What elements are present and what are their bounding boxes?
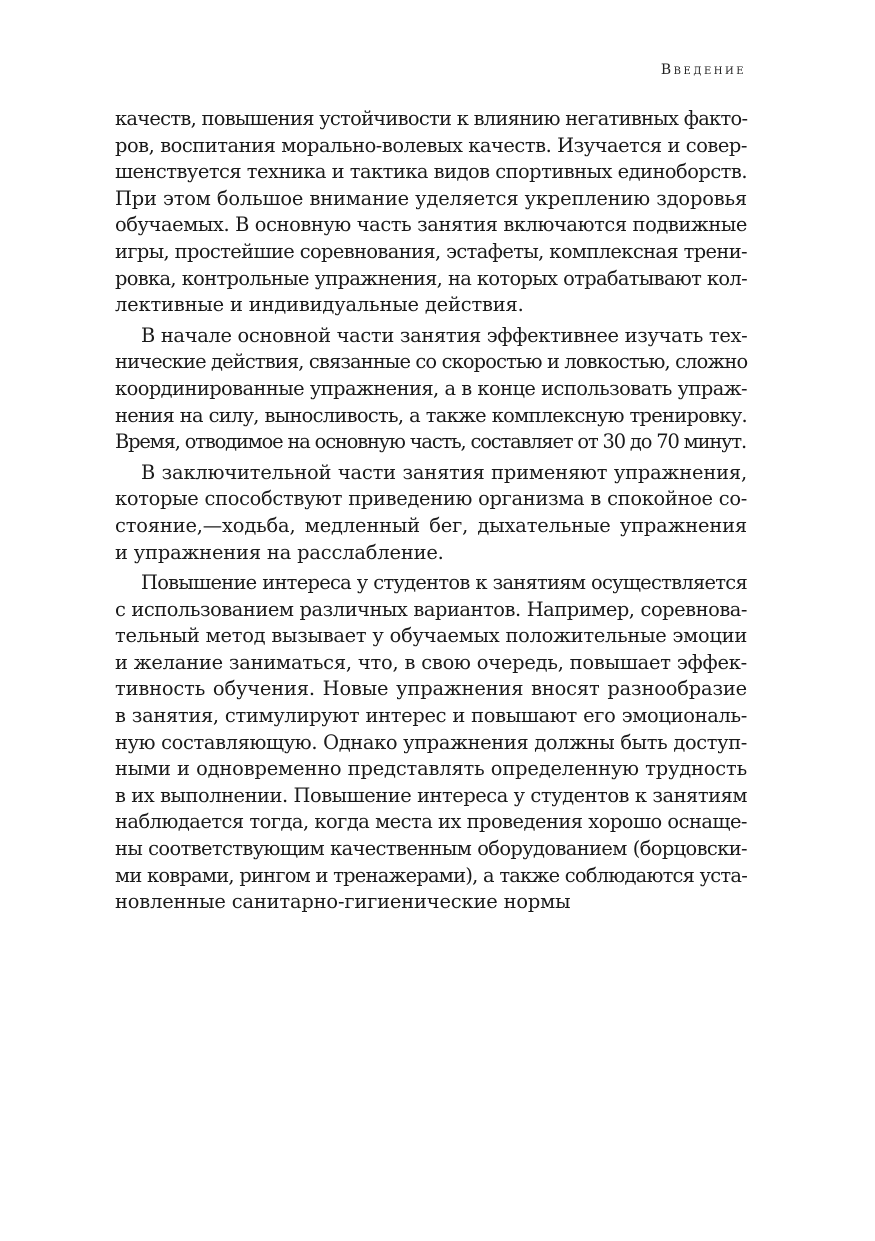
text-line: ми коврами, рингом и тренажерами), а также соблюдаются уста-	[115, 863, 747, 887]
text-line: новленные санитарно-гигиенические нормы	[115, 890, 571, 914]
text-line: нения на силу, выносливость, а также комплексную тренировку.	[115, 403, 747, 427]
text-line: лективные и индивидуальные действия.	[115, 293, 524, 317]
paragraph-4	[115, 570, 747, 916]
text-line: ными и одновременно представлять определенную трудность	[115, 757, 747, 781]
text-line: нические действия, связанные со скоростью и ловкостью, сложно	[115, 350, 748, 374]
text-line: координированные упражнения, а в конце использовать упраж-	[115, 376, 747, 400]
text-line: с использованием различных вариантов. Например, соревнова-	[115, 597, 747, 621]
text-line: ров, воспитания морально-волевых качеств. Изучается и совер-	[115, 133, 747, 157]
text-line: игры, простейшие соревнования, эстафеты, комплексная трени-	[115, 239, 747, 263]
paragraph-1	[115, 106, 747, 319]
body-text	[115, 106, 747, 916]
paragraph-2	[115, 323, 747, 456]
text-line: тельный метод вызывает у обучаемых положительные эмоции	[115, 624, 747, 648]
text-line: и желание заниматься, что, в свою очередь, повышает эффек-	[115, 650, 747, 674]
text-line: наблюдается тогда, когда места их проведения хорошо оснаще-	[115, 810, 747, 834]
text-line: в занятия, стимулируют интерес и повышают его эмоциональ-	[115, 704, 747, 728]
text-line: и упражнения на расслабление.	[115, 540, 444, 564]
text-line: в их выполнении. Повышение интереса у студентов к занятиям	[115, 783, 747, 807]
text-line: стояние,—ходьба, медленный бег, дыхательные упражнения	[115, 513, 747, 537]
running-head: Введение	[660, 62, 746, 78]
text-line: качеств, повышения устойчивости к влиянию негативных факто-	[115, 107, 748, 130]
paragraph-3	[115, 460, 747, 566]
text-line: которые способствуют приведению организма в спокойное со-	[115, 487, 747, 511]
text-line: обучаемых. В основную часть занятия включаются подвижные	[115, 213, 747, 237]
text-line: ную составляющую. Однако упражнения должны быть доступ-	[115, 730, 747, 754]
text-line: Время, отводимое на основную часть, составляет от 30 до 70 минут.	[115, 430, 746, 454]
text-line: В начале основной части занятия эффективнее изучать тех-	[141, 323, 748, 347]
text-line: При этом большое внимание уделяется укреплению здоровья	[115, 186, 747, 210]
text-line: ны соответствующим качественным оборудованием (борцовски-	[115, 837, 747, 861]
text-line: В заключительной части занятия применяют упражнения,	[141, 460, 747, 484]
text-line: тивность обучения. Новые упражнения вносят разнообразие	[115, 677, 747, 701]
text-line: Повышение интереса у студентов к занятиям осуществляется	[141, 571, 747, 595]
text-line: ровка, контрольные упражнения, на которых отрабатывают кол-	[115, 266, 747, 290]
text-line: шенствуется техника и тактика видов спортивных единоборств.	[115, 160, 747, 184]
